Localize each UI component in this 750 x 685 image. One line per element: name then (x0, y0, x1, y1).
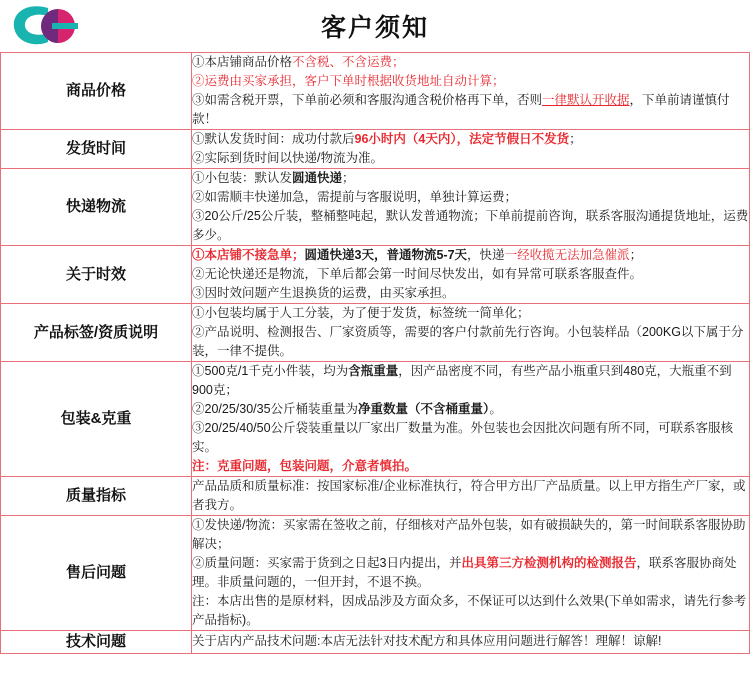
content-span: ①500克/1千克小件装，均为 (192, 364, 349, 378)
notice-table (0, 52, 750, 654)
row-label: 技术问题 (1, 631, 192, 654)
content-line (192, 91, 749, 129)
row-label: 产品标签/资质说明 (1, 304, 192, 362)
row-label: 发货时间 (1, 130, 192, 169)
content-span: ③如需含税开票，下单前必须和客服沟通含税价格再下单，否则 (192, 93, 543, 107)
content-span: 96小时内（4天内），法定节假日不发货 (354, 132, 570, 146)
content-line (192, 246, 749, 265)
content-span: 注：克重问题，包装问题，介意者慎拍。 (192, 459, 418, 473)
content-span: ②实际到货时间以快递/物流为准。 (192, 151, 383, 165)
row-content (192, 516, 750, 631)
row-content (192, 169, 750, 246)
page-header (0, 0, 750, 52)
content-line (192, 304, 749, 323)
content-span: ，因产品密度不同，有些产品小瓶重只到480克，大瓶重不到900克； (192, 364, 732, 397)
row-label: 快递物流 (1, 169, 192, 246)
table-row (1, 631, 750, 654)
content-line (192, 554, 749, 592)
content-line (192, 400, 749, 419)
content-line (192, 130, 749, 149)
content-span: 净重数量（不含桶重量） (358, 402, 490, 416)
row-content (192, 304, 750, 362)
notice-table-body (1, 53, 750, 654)
content-span: ②如需顺丰快递加急，需提前与客服说明，单独计算运费； (192, 190, 518, 204)
content-span: 一经收揽无法加急催派 (504, 248, 630, 262)
brand-logo-icon (8, 2, 86, 50)
row-label: 质量指标 (1, 477, 192, 516)
content-span: ②无论快递还是物流，下单后都会第一时间尽快发出，如有异常可联系客服查件。 (192, 267, 643, 281)
content-span: ，下单前请谨慎付款！ (192, 93, 730, 126)
content-span: ②运费由买家承担，客户下单时根据收货地址自动计算； (192, 74, 505, 88)
table-row (1, 130, 750, 169)
content-span: ，快递 (467, 248, 505, 262)
table-row (1, 477, 750, 516)
table-row (1, 246, 750, 304)
row-content (192, 246, 750, 304)
content-line (192, 419, 749, 457)
row-content (192, 477, 750, 516)
row-content (192, 130, 750, 169)
row-label: 关于时效 (1, 246, 192, 304)
content-span: ②20/25/30/35公斤桶装重量为 (192, 402, 359, 416)
content-line (192, 149, 749, 168)
content-span: ①本店铺商品价格 (192, 55, 293, 69)
content-span: ②产品说明、检测报告、厂家资质等，需要的客户付款前先行咨询。小包装样品（200KG以下属于分装，一律不提供。 (192, 325, 744, 358)
content-span: ①发快递/物流：买家需在签收之前，仔细核对产品外包装，如有破损缺失的，第一时间联系客服协助解决； (192, 518, 746, 551)
table-row (1, 362, 750, 477)
content-line (192, 516, 749, 554)
content-line (192, 457, 749, 476)
table-row (1, 304, 750, 362)
row-label: 包装&克重 (1, 362, 192, 477)
content-span: ②质量问题：买家需于货到之日起3日内提出，并 (192, 556, 462, 570)
table-row (1, 169, 750, 246)
content-line (192, 362, 749, 400)
content-span: ； (569, 132, 582, 146)
content-span: 一律默认开收据 (542, 93, 630, 107)
content-line (192, 207, 749, 245)
content-span: 产品品质和质量标准：按国家标准/企业标准执行，符合甲方出厂产品质量。以上甲方指生产厂家，或者我方。 (192, 479, 746, 512)
content-line (192, 188, 749, 207)
content-line (192, 323, 749, 361)
content-span: 注：本店出售的是原材料，因成品涉及方面众多，不保证可以达到什么效果(下单如需求，请先行参考产品指标)。 (192, 594, 747, 627)
table-row (1, 53, 750, 130)
content-span: ①小包装均属于人工分装，为了便于发货，标签统一简单化； (192, 306, 530, 320)
content-span: 圆通快递3天，普通物流5-7天 (304, 248, 468, 262)
row-content (192, 53, 750, 130)
content-span: ③因时效问题产生退换货的运费，由买家承担。 (192, 286, 455, 300)
row-label: 商品价格 (1, 53, 192, 130)
content-span: 不含税、不含运费； (292, 55, 405, 69)
content-span: ①小包装：默认发 (192, 171, 293, 185)
content-line (192, 72, 749, 91)
content-span: 出具第三方检测机构的检测报告 (461, 556, 637, 570)
content-span: 关于店内产品技术问题:本店无法针对技术配方和具体应用问题进行解答！理解！谅解! (192, 634, 662, 649)
row-content (192, 362, 750, 477)
content-line (192, 53, 749, 72)
content-line (192, 477, 749, 515)
row-label: 售后问题 (1, 516, 192, 631)
content-span: ，联系客服协商处理。非质量问题的，一但开封，不退不换。 (192, 556, 737, 589)
content-line (192, 265, 749, 284)
content-line (192, 169, 749, 188)
content-span: ； (342, 171, 355, 185)
content-span: 含瓶重量 (348, 364, 399, 378)
content-span: 。 (489, 402, 502, 416)
page-title: 客户须知 (320, 14, 429, 42)
content-span: ③20公斤/25公斤装，整桶整吨起，默认发普通物流；下单前提前咨询，联系客服沟通提货地址，运费多少。 (192, 209, 749, 242)
content-line (192, 592, 749, 630)
content-line (192, 632, 749, 651)
table-row (1, 516, 750, 631)
content-line (192, 284, 749, 303)
content-span: 圆通快递 (292, 171, 343, 185)
content-span: ①默认发货时间：成功付款后 (192, 132, 355, 146)
content-span: ①本店铺不接急单； (192, 248, 305, 262)
content-span: ； (629, 248, 643, 262)
row-content (192, 631, 750, 654)
content-span: ③20/25/40/50公斤袋装重量以厂家出厂数量为准。外包装也会因批次问题有所不同，可联系客服核实。 (192, 421, 734, 454)
